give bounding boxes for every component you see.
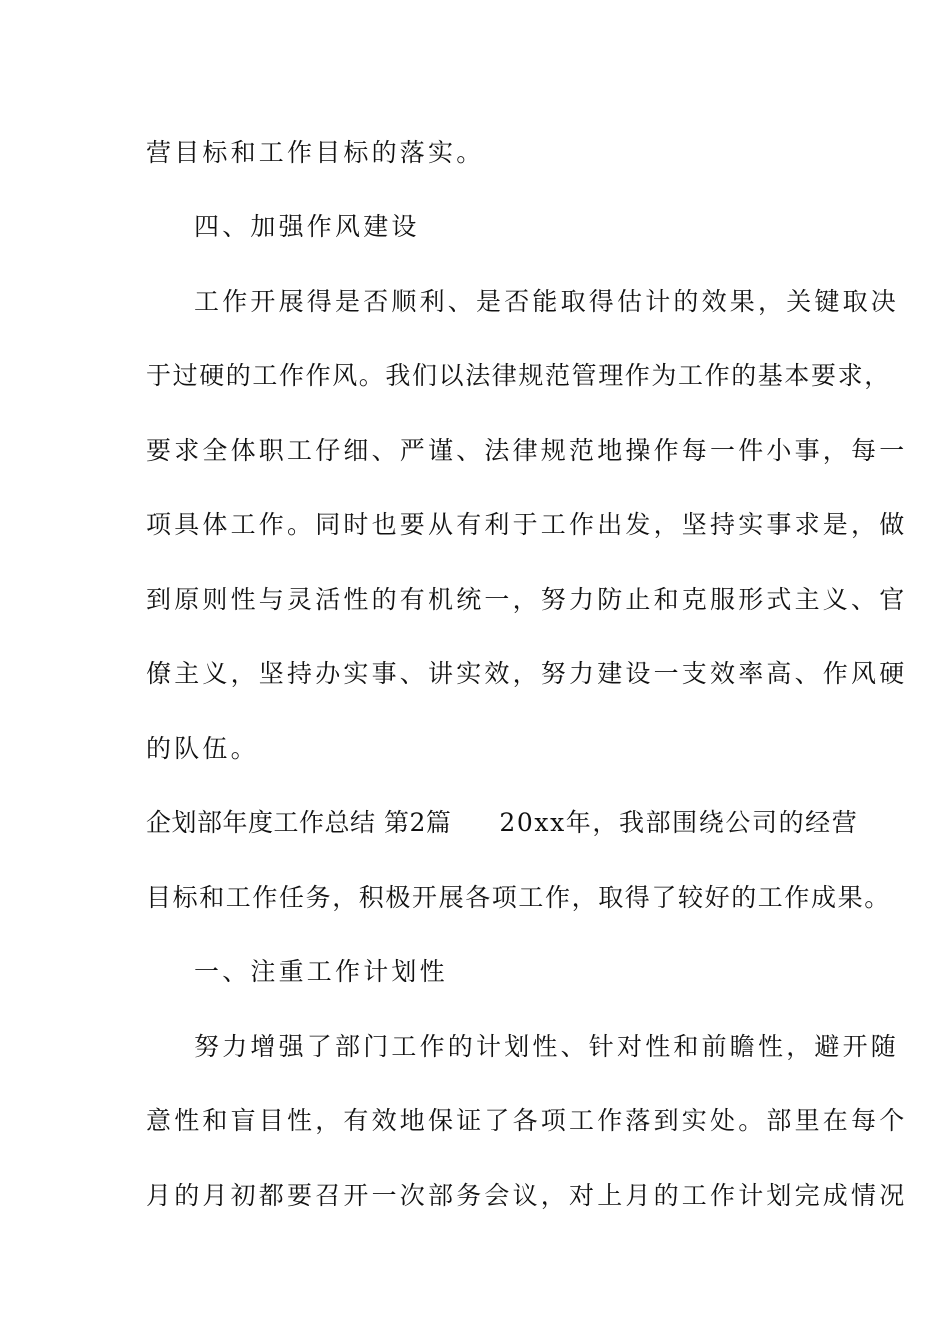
paragraph-line: 的队伍。	[146, 734, 259, 763]
article-title: 企划部年度工作总结 第2篇	[146, 808, 452, 837]
section-heading: 一、注重工作计划性	[194, 957, 448, 986]
article-title-line	[146, 806, 859, 840]
paragraph-line: 项具体工作。同时也要从有利于工作出发，坚持实事求是，做	[146, 510, 908, 539]
paragraph-line: 营目标和工作目标的落实。	[146, 138, 485, 167]
section-heading: 四、加强作风建设	[194, 212, 420, 241]
paragraph-line: 到原则性与灵活性的有机统一，努力防止和克服形式主义、官	[146, 585, 908, 614]
paragraph-line: 努力增强了部门工作的计划性、针对性和前瞻性，避开随	[194, 1032, 900, 1061]
paragraph-line: 要求全体职工仔细、严谨、法律规范地操作每一件小事，每一	[146, 436, 908, 465]
paragraph-line: 目标和工作任务，积极开展各项工作，取得了较好的工作成果。	[146, 883, 891, 912]
paragraph-line: 意性和盲目性，有效地保证了各项工作落到实处。部里在每个	[146, 1106, 908, 1135]
article-intro: 20xx年，我部围绕公司的经营	[499, 808, 859, 837]
paragraph-line: 僚主义，坚持办实事、讲实效，努力建设一支效率高、作风硬	[146, 659, 908, 688]
paragraph-line: 月的月初都要召开一次部务会议，对上月的工作计划完成情况	[146, 1181, 908, 1210]
paragraph-line: 于过硬的工作作风。我们以法律规范管理作为工作的基本要求，	[146, 361, 891, 390]
paragraph-line: 工作开展得是否顺利、是否能取得估计的效果，关键取决	[194, 287, 900, 316]
